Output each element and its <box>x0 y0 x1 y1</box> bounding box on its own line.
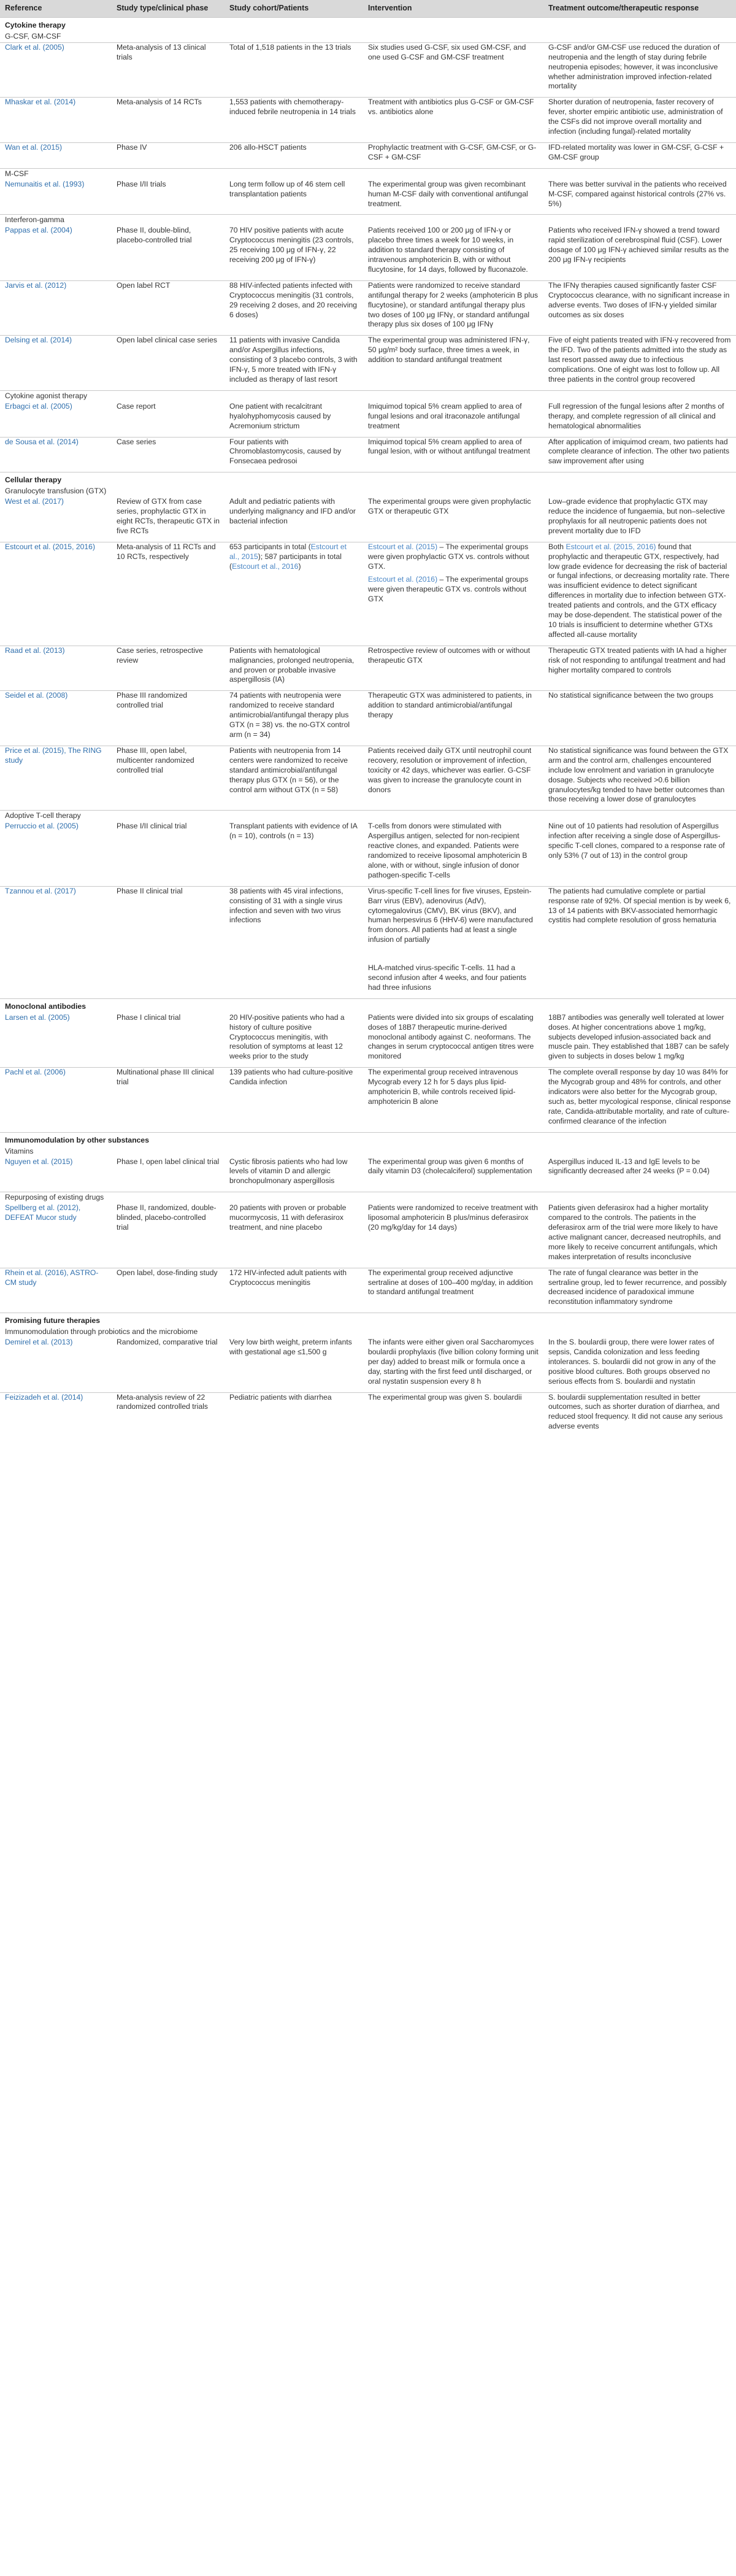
reference-link[interactable]: Spellberg et al. (2012), DEFEAT Mucor study <box>5 1203 81 1222</box>
intervention-cell: The experimental group received adjunctive sertraline at doses of 100–400 mg/day, in addition to standard antifungal treatment <box>363 1268 543 1313</box>
table-header <box>0 0 736 18</box>
study-type-cell: Phase I clinical trial <box>117 1012 181 1022</box>
outcome-cell: 18B7 antibodies was generally well tolerated at lower doses. At higher concentrations above 1 mg/kg, subjects developed infusion-associated back and muscle pain. They established that 18B7 can be safely given to subjects in doses below 1 mg/kg <box>548 1012 729 1061</box>
intervention-cell: The experimental group was given 6 months of daily vitamin D3 (cholecalciferol) supplementation <box>368 1157 532 1176</box>
intervention-paragraph <box>368 575 539 604</box>
reference-link[interactable]: Seidel et al. (2008) <box>0 691 112 746</box>
cohort-cell: Patients with hematological malignancies, prolonged neutropenia, and proven or probable invasive aspergillosis (IA) <box>224 646 363 691</box>
study-type-cell: Multinational phase III clinical trial <box>112 1068 224 1132</box>
reference-link[interactable]: Price et al. (2015), The RING study <box>0 746 112 810</box>
reference-link[interactable]: Clark et al. (2005) <box>0 42 112 98</box>
header-reference: Reference <box>0 0 112 18</box>
intervention-cell: Patients received 100 or 200 μg of IFN-γ or placebo three times a week for 10 weeks, in addition to standard therapy consisting of intravenous amphotericin B, with or without flucytosine, for 14 days, followed by fluconazole. <box>368 226 528 274</box>
section-title: Promising future therapies <box>0 1313 736 1327</box>
table-row <box>0 822 736 886</box>
study-type-cell: Phase I/II trials <box>117 179 166 188</box>
subsection-row <box>0 215 736 226</box>
cohort-cell: Long term follow up of 46 stem cell transplantation patients <box>229 179 345 198</box>
cohort-cell: Pediatric patients with diarrhea <box>224 1392 363 1437</box>
citation-link[interactable]: Estcourt et al. (2015) <box>368 542 438 551</box>
subsection-row <box>0 390 736 401</box>
table-row <box>0 1268 736 1313</box>
study-type-cell: Phase II, randomized, double-blinded, placebo-controlled trial <box>117 1203 217 1232</box>
table-row <box>0 497 736 542</box>
intervention-cell <box>363 886 543 998</box>
intervention-cell: Patients received daily GTX until neutrophil count recovery, resolution or improvement of infection, toxicity or 42 days, whichever was earlier. G-CSF was given to increase the granulocyte count in donors <box>363 746 543 810</box>
study-type-cell: Case report <box>117 401 156 411</box>
reference-link[interactable]: Demirel et al. (2013) <box>5 1338 73 1347</box>
cohort-cell: 88 HIV-infected patients infected with Cryptococcus meningitis (31 controls, 29 receiving 2 doses, and 20 receiving 6 doses) <box>224 280 363 336</box>
subsection-row <box>0 32 736 42</box>
intervention-cell: Six studies used G-CSF, six used GM-CSF, and one used G-CSF and GM-CSF treatment <box>363 42 543 98</box>
reference-link[interactable]: Rhein et al. (2016), ASTRO-CM study <box>0 1268 112 1313</box>
outcome-cell: There was better survival in the patients who received M-CSF, compared against historical controls (27% vs. 5%) <box>548 179 727 208</box>
outcome-cell: The rate of fungal clearance was better in the sertraline group, led to fewer recurrence, and possibly decreased incidence of paradoxical immune reconstitution inflammatory syndrome <box>543 1268 736 1313</box>
outcome-text: Both <box>548 542 566 551</box>
section-title: Cellular therapy <box>0 472 736 487</box>
intervention-text: – The experimental groups were given prophylactic GTX vs. controls without GTX. <box>368 542 529 571</box>
subsection-row <box>0 811 736 822</box>
cohort-cell: 38 patients with 45 viral infections, consisting of 31 with a single virus infection and seven with two virus infections <box>224 886 363 998</box>
subsection-row <box>0 1192 736 1203</box>
subsection-title: M-CSF <box>0 168 736 179</box>
table-row <box>0 180 736 215</box>
outcome-cell: The patients had cumulative complete or partial response rate of 92%. Of special mention is by week 6, 13 of 14 patients with BKV-associated hemorrhagic cystitis had complete resolution of gross hematuria <box>543 886 736 998</box>
outcome-cell: Low–grade evidence that prophylactic GTX may reduce the incidence of fungaemia, but non–selective prophylaxis for all neutropenic patients does not prevent mortality due to IFD <box>548 497 725 535</box>
header-outcome: Treatment outcome/therapeutic response <box>543 0 736 18</box>
cohort-cell: Very low birth weight, preterm infants with gestational age ≤1,500 g <box>229 1338 352 1356</box>
subsection-title: Repurposing of existing drugs <box>0 1192 736 1203</box>
table-row <box>0 1203 736 1268</box>
outcome-cell: G-CSF and/or GM-CSF use reduced the duration of neutropenia and the length of stay during febrile neutropenia episodes; however, it was inconclusive whether administration improved infection-related mortality <box>543 42 736 98</box>
header-study-type: Study type/clinical phase <box>112 0 224 18</box>
study-type-cell: Meta-analysis of 14 RCTs <box>112 98 224 143</box>
study-type-cell: Phase III randomized controlled trial <box>112 691 224 746</box>
study-type-cell: Phase I, open label clinical trial <box>117 1157 220 1166</box>
cohort-text: ) <box>298 561 301 571</box>
outcome-cell: The IFNγ therapies caused significantly faster CSF Cryptococcus clearance, with no significant increase in adverse events. Two doses of IFN-γ yielded similar outcomes as six doses <box>543 280 736 336</box>
reference-link[interactable]: Mhaskar et al. (2014) <box>0 98 112 143</box>
table-row <box>0 1013 736 1068</box>
intervention-cell: Therapeutic GTX was administered to patients, in addition to standard antimicrobial/antifungal therapy <box>363 691 543 746</box>
outcome-cell: In the S. boulardii group, there were lower rates of sepsis, Candida colonization and less feeding intolerances. S. boulardii did not grow in any of the positive blood cultures. Both groups observed no serious effects from S. boulardii and nystatin <box>548 1338 716 1386</box>
intervention-cell: The experimental group was given S. boulardii <box>363 1392 543 1437</box>
citation-link[interactable]: Estcourt et al., 2016 <box>232 561 299 571</box>
reference-link[interactable]: Nemunaitis et al. (1993) <box>5 179 85 188</box>
study-type-cell: Meta-analysis of 13 clinical trials <box>112 42 224 98</box>
section-row <box>0 998 736 1012</box>
table-row <box>0 98 736 143</box>
section-title: Immunomodulation by other substances <box>0 1132 736 1146</box>
reference-link[interactable]: Estcourt et al. (2015, 2016) <box>0 542 112 646</box>
outcome-cell: The complete overall response by day 10 was 84% for the Mycograb group and 48% for controls, and other indicators were also better for the Mycograb group, such as, better mycological response, clinical response rate, Candida-attributable mortality, and rate of culture-confirmed clearance of the infection <box>543 1068 736 1132</box>
outcome-cell: Nine out of 10 patients had resolution of Aspergillus infection after receiving a single dose of Aspergillus-specific T-cell clones, compared to a response rate of only 53% (7 out of 13) in the control group <box>548 822 725 860</box>
outcome-cell: Full regression of the fungal lesions after 2 months of therapy, and complete regression of all clinical and hematological abnormalities <box>548 401 724 430</box>
study-type-cell: Review of GTX from case series, prophylactic GTX in eight RCTs, therapeutic GTX in five RCTs <box>117 497 220 535</box>
subsection-row <box>0 168 736 179</box>
table-row <box>0 336 736 391</box>
reference-link[interactable]: Pachl et al. (2006) <box>0 1068 112 1132</box>
table-row <box>0 280 736 336</box>
intervention-cell: The experimental groups were given prophylactic GTX or therapeutic GTX <box>368 497 531 515</box>
cohort-cell: Total of 1,518 patients in the 13 trials <box>224 42 363 98</box>
cohort-cell: Transplant patients with evidence of IA (n = 10), controls (n = 13) <box>229 822 358 841</box>
cohort-cell: 20 patients with proven or probable mucormycosis, 11 with deferasirox treatment, and nine placebo <box>229 1203 347 1232</box>
subsection-row <box>0 487 736 497</box>
intervention-paragraph: Virus-specific T-cell lines for five viruses, Epstein-Barr virus (EBV), adenovirus (AdV), cytomegalovirus (CMV), BK virus (BKV), and human herpesvirus 6 (HHV-6) were manufactured from donors. All patients had at least a single infusion of partially <box>368 886 533 944</box>
intervention-cell: Prophylactic treatment with G-CSF, GM-CSF, or G-CSF + GM-CSF <box>363 142 543 168</box>
table-row <box>0 542 736 646</box>
cohort-cell: Cystic fibrosis patients who had low levels of vitamin D and allergic bronchopulmonary aspergillosis <box>229 1157 348 1186</box>
subsection-title: Vitamins <box>5 1146 34 1155</box>
intervention-cell: Patients were randomized to receive treatment with liposomal amphotericin B plus/minus deferasirox (20 mg/kg/day for 14 days) <box>368 1203 539 1232</box>
cohort-cell <box>224 542 363 646</box>
subsection-title: Immunomodulation through probiotics and the microbiome <box>5 1327 198 1336</box>
outcome-cell: No statistical significance was found between the GTX arm and the control arm, challenges encountered include low enrolment and variation in granulocyte dosage. Subjects who received >0.6 billion granulocytes/kg tended to have better outcomes than those receiving a lower dose of granulocytes <box>543 746 736 810</box>
reference-link[interactable]: Delsing et al. (2014) <box>0 336 112 391</box>
intervention-cell <box>363 542 543 646</box>
reference-link[interactable]: Perruccio et al. (2005) <box>5 822 79 831</box>
section-row <box>0 1132 736 1146</box>
table-row <box>0 226 736 280</box>
cohort-cell: 1,553 patients with chemotherapy-induced febrile neutropenia in 14 trials <box>224 98 363 143</box>
study-type-cell: Meta-analysis review of 22 randomized controlled trials <box>112 1392 224 1437</box>
table-row <box>0 1338 736 1392</box>
study-type-cell: Case series <box>112 437 224 472</box>
reference-link[interactable]: Erbagci et al. (2005) <box>5 401 72 411</box>
cohort-cell: Patients with neutropenia from 14 centers were randomized to receive standard antimicrobial/antifungal therapy plus GTX (n = 56), or the control arm without GTX (n = 58) <box>224 746 363 810</box>
section-row <box>0 1313 736 1327</box>
citation-link[interactable]: Estcourt et al. (2015, 2016) <box>565 542 656 551</box>
cohort-text: 653 participants in total ( <box>229 542 311 551</box>
study-type-cell: Open label RCT <box>112 280 224 336</box>
outcome-cell: After application of imiquimod cream, two patients had complete clearance of infection. The other two patients saw improvement after using <box>543 437 736 472</box>
reference-link[interactable]: Wan et al. (2015) <box>0 142 112 168</box>
study-type-cell: Phase III, open label, multicenter randomized controlled trial <box>112 746 224 810</box>
outcome-cell: Aspergillus induced IL-13 and IgE levels to be significantly decreased after 24 weeks (P = 0.04) <box>548 1157 710 1176</box>
study-type-cell: Phase II clinical trial <box>112 886 224 998</box>
table-row <box>0 1157 736 1192</box>
cohort-cell: 206 allo-HSCT patients <box>224 142 363 168</box>
intervention-cell: Imiquimod topical 5% cream applied to area of fungal lesions and oral itraconazole antifungal treatment <box>368 401 522 430</box>
cohort-text: ); 587 participants in total ( <box>229 552 342 571</box>
outcome-cell: Patients who received IFN-γ showed a trend toward rapid sterilization of cerebrospinal fluid (CSF). Lower dosage of 100 μg IFN-γ achieved similar results as the 200 μg IFN-γ recipients <box>548 226 729 264</box>
section-row <box>0 18 736 32</box>
reference-link[interactable]: de Sousa et al. (2014) <box>0 437 112 472</box>
outcome-text: found that prophylactic and therapeutic GTX, respectively, had low grade evidence for decreasing the risk of bacterial or fungal infections, or decreasing mortality rate. There was insufficient evidence to detect significant differences in mortality due to infection between GTX-treated patients and controls, and the GTX efficacy may be dose-dependent. The statistical power of the 10 trials is insufficient to determine whether GTXs affected all-cause mortality <box>548 542 730 639</box>
intervention-cell: Patients were randomized to receive standard antifungal therapy for 2 weeks (amphotericin B plus flucytosine), or standard antifungal therapy plus two doses of 100 μg IFNγ, or standard antifungal therapy plus six doses of 100 μg IFNγ <box>363 280 543 336</box>
intervention-cell: The experimental group was administered IFN-γ, 50 μg/m² body surface, three times a week, in addition to standard antifungal treatment <box>363 336 543 391</box>
outcome-cell: Patients given deferasirox had a higher mortality compared to the controls. The patients in the deferasirox arm of the trial were more likely to have active malignant cancer, decreased neutrophils, and more likely to receive concurrent antifungals, which makes interpretation of results inconclusive <box>548 1203 721 1261</box>
intervention-cell: T-cells from donors were stimulated with Aspergillus antigen, selected for non-recipient reactive clones, and expanded. Patients were randomized to receive liposomal amphotericin B alone, with or without, single infusion of donor pathogen-specific T-cells <box>368 822 527 879</box>
table-row <box>0 1392 736 1437</box>
cohort-cell: Adult and pediatric patients with underlying malignancy and IFD and/or bacterial infection <box>229 497 356 525</box>
intervention-cell: The experimental group received intravenous Mycograb every 12 h for 5 days plus lipid-amphotericin B, while controls received lipid-amphotericin B alone <box>363 1068 543 1132</box>
outcome-cell: IFD-related mortality was lower in GM-CSF, G-CSF + GM-CSF group <box>543 142 736 168</box>
intervention-cell: Imiquimod topical 5% cream applied to area of fungal lesion, with or without antifungal treatment <box>363 437 543 472</box>
intervention-cell: Treatment with antibiotics plus G-CSF or GM-CSF vs. antibiotics alone <box>363 98 543 143</box>
cohort-cell: 74 patients with neutropenia were randomized to receive standard antimicrobial/antifungal therapy plus GTX (n = 38) vs. the no-GTX control arm (n = 34) <box>224 691 363 746</box>
table-row <box>0 42 736 98</box>
section-row <box>0 472 736 487</box>
reference-link[interactable]: West et al. (2017) <box>5 497 64 506</box>
reference-link[interactable]: Feizizadeh et al. (2014) <box>0 1392 112 1437</box>
study-type-cell: Randomized, comparative trial <box>117 1338 218 1347</box>
outcome-cell: Shorter duration of neutropenia, faster recovery of fever, shorter empiric antibiotic use, administration of the CSFs did not improve overall mortality and infection (including fungal)-related mortality <box>543 98 736 143</box>
subsection-title: Cytokine agonist therapy <box>0 390 736 401</box>
reference-link[interactable]: Tzannou et al. (2017) <box>0 886 112 998</box>
cohort-cell: One patient with recalcitrant hyalohyphomycosis caused by Acremonium strictum <box>229 401 331 430</box>
study-type-cell: Open label, dose-finding study <box>112 1268 224 1313</box>
intervention-cell: Patients were divided into six groups of escalating doses of 18B7 therapeutic murine-derived monoclonal antibody against C. neoformans. The changes in serum cryptococcal antigen titres were monitored <box>368 1012 534 1061</box>
study-type-cell: Open label clinical case series <box>112 336 224 391</box>
subsection-title: Interferon-gamma <box>0 215 736 226</box>
table-row <box>0 691 736 746</box>
subsection-title: G-CSF, GM-CSF <box>5 31 61 40</box>
study-type-cell: Phase I/II clinical trial <box>117 822 187 831</box>
cohort-cell: Four patients with Chromoblastomycosis, caused by Fonsecaea pedrosoi <box>224 437 363 472</box>
header-cohort: Study cohort/Patients <box>224 0 363 18</box>
subsection-row <box>0 1147 736 1157</box>
reference-link[interactable]: Raad et al. (2013) <box>0 646 112 691</box>
study-type-cell: Phase IV <box>112 142 224 168</box>
study-type-cell: Case series, retrospective review <box>112 646 224 691</box>
intervention-cell: The experimental group was given recombinant human M-CSF daily with conventional antifungal treatment. <box>368 179 528 208</box>
outcome-cell <box>543 542 736 646</box>
cohort-cell: 139 patients who had culture-positive Candida infection <box>224 1068 363 1132</box>
cohort-cell: 172 HIV-infected adult patients with Cryptococcus meningitis <box>224 1268 363 1313</box>
header-intervention: Intervention <box>363 0 543 18</box>
section-title: Monoclonal antibodies <box>0 998 736 1012</box>
table-row <box>0 402 736 437</box>
study-type-cell: Phase II, double-blind, placebo-controlled trial <box>117 226 192 245</box>
intervention-paragraph: HLA-matched virus-specific T-cells. 11 had a second infusion after 4 weeks, and four patients had three infusions <box>368 963 527 992</box>
table-row <box>0 142 736 168</box>
subsection-title: Granulocyte transfusion (GTX) <box>5 487 107 496</box>
page-break-gap <box>368 945 539 963</box>
subsection-row <box>0 1327 736 1338</box>
citation-link[interactable]: Estcourt et al., 2015 <box>229 542 347 561</box>
table-row <box>0 886 736 998</box>
reference-link[interactable]: Nguyen et al. (2015) <box>5 1157 73 1166</box>
table-row <box>0 437 736 472</box>
table-row <box>0 1068 736 1132</box>
intervention-cell: The infants were either given oral Saccharomyces boulardii prophylaxis (five billion colony forming unit per day) added to breast milk or formula once a day, starting with the first feed until discharged, or oral nystatin suspension every 8 h <box>368 1338 539 1386</box>
outcome-cell: S. boulardii supplementation resulted in better outcomes, such as shorter duration of diarrhea, and reduced stool frequency. It did not cause any serious adverse events <box>543 1392 736 1437</box>
intervention-cell: Retrospective review of outcomes with or without therapeutic GTX <box>363 646 543 691</box>
reference-link[interactable]: Larsen et al. (2005) <box>5 1012 70 1022</box>
cohort-cell: 20 HIV-positive patients who had a history of culture positive Cryptococcus meningitis, with resolution of symptoms at least 12 weeks prior to the study <box>229 1012 345 1061</box>
outcome-cell: Five of eight patients treated with IFN-γ recovered from the IFD. Two of the patients admitted into the study as last resort passed away due to infectious complications. One of eight was lost to follow up. All three patients in the control group recovered <box>543 336 736 391</box>
outcome-cell: No statistical significance between the two groups <box>543 691 736 746</box>
cohort-cell: 11 patients with invasive Candida and/or Aspergillus infections, consisting of 3 placebo controls, 3 with IFN-γ, 5 more treated with IFN-γ included as therapy of last resort <box>224 336 363 391</box>
reference-link[interactable]: Pappas et al. (2004) <box>5 226 72 235</box>
subsection-title: Adoptive T-cell therapy <box>0 811 736 822</box>
cohort-cell: 70 HIV positive patients with acute Cryptococcus meningitis (23 controls, 25 receiving 100 μg of IFN-γ, 22 receiving 200 μg of IFN-γ) <box>229 226 354 264</box>
intervention-paragraph <box>368 542 539 572</box>
citation-link[interactable]: Estcourt et al. (2016) <box>368 575 438 584</box>
reference-link[interactable]: Jarvis et al. (2012) <box>0 280 112 336</box>
table-row <box>0 746 736 810</box>
study-type-cell: Meta-analysis of 11 RCTs and 10 RCTs, respectively <box>112 542 224 646</box>
table-row <box>0 646 736 691</box>
section-title: Cytokine therapy <box>0 18 736 32</box>
intervention-text: – The experimental groups were given therapeutic GTX vs. controls without GTX <box>368 575 529 604</box>
outcome-cell: Therapeutic GTX treated patients with IA had a higher risk of not responding to antifungal treatment and had higher mortality compared to controls <box>543 646 736 691</box>
